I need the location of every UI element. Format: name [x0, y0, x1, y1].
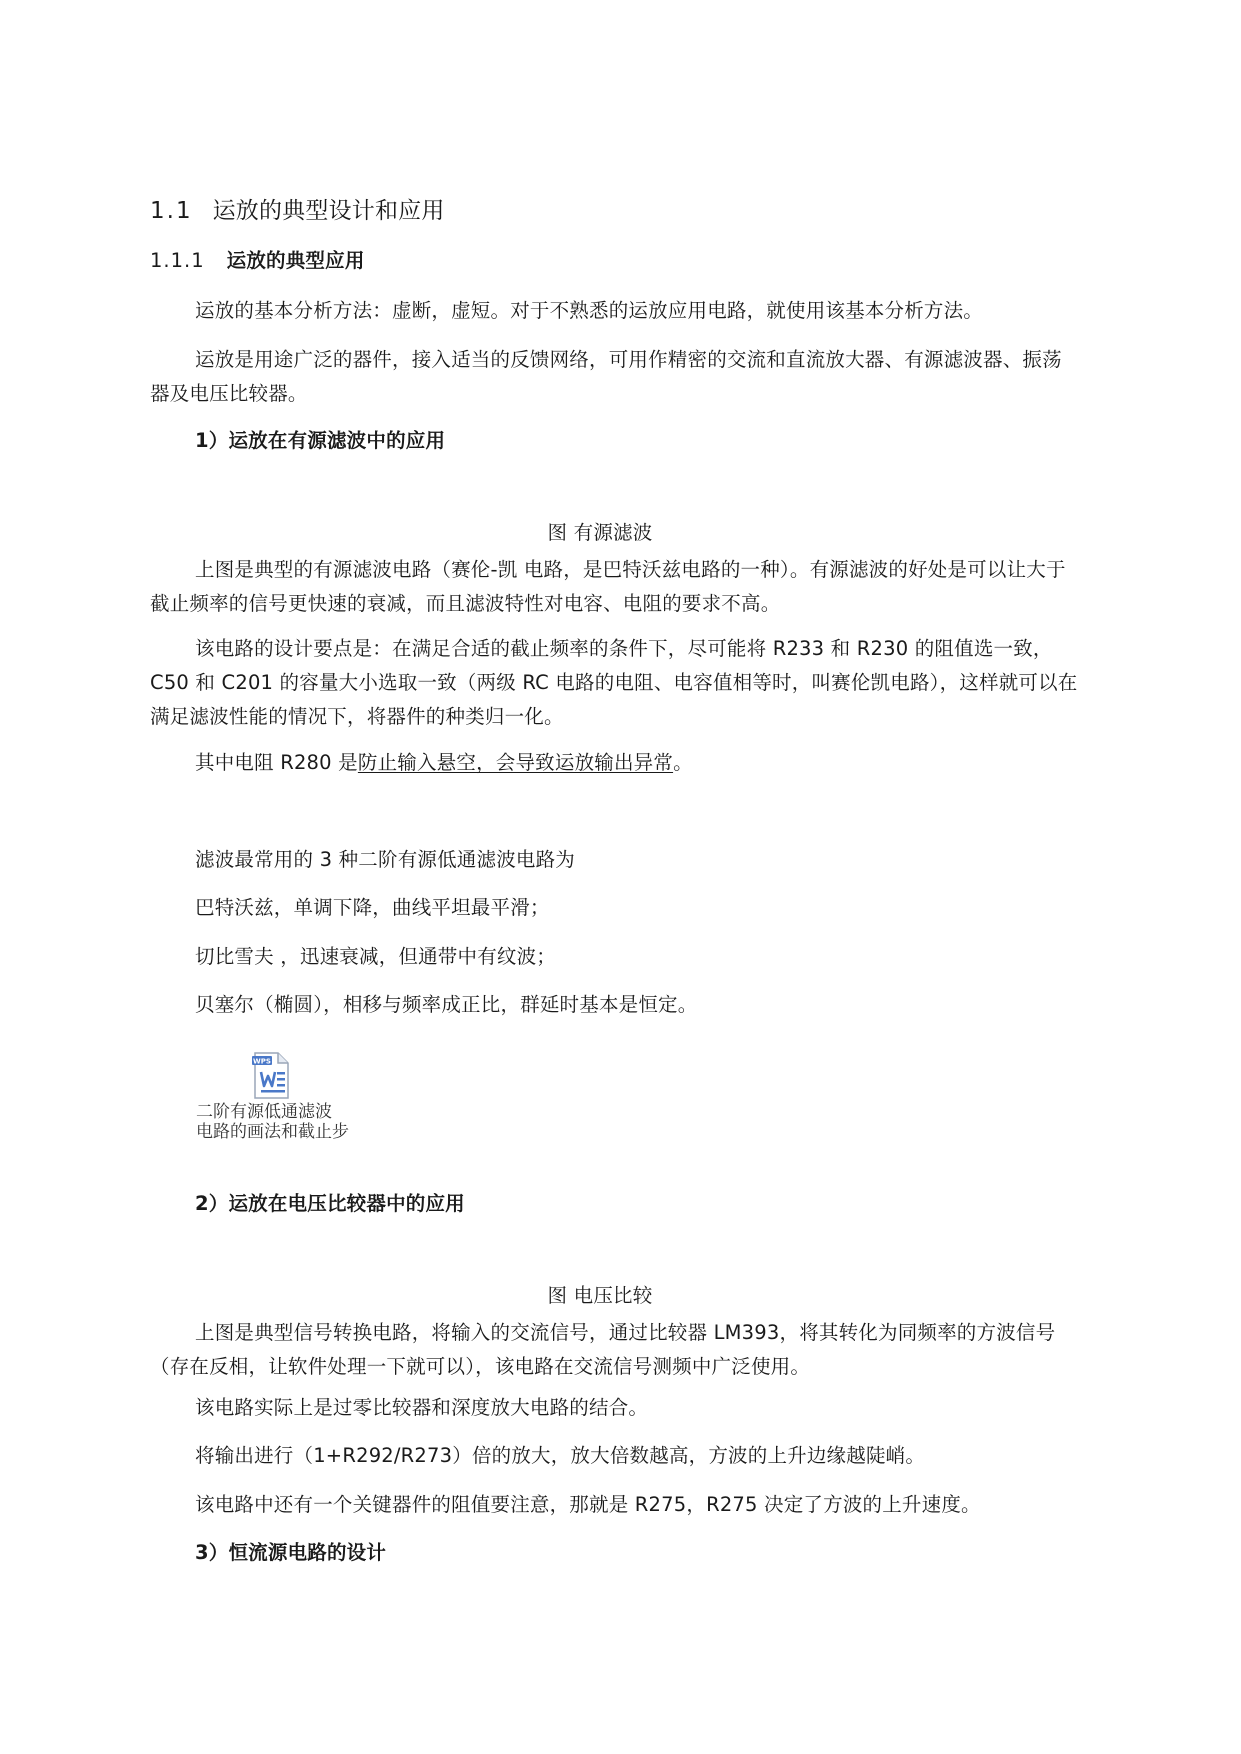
- attachment-caption-line-1: 二阶有源低通滤波: [196, 1102, 332, 1122]
- section-1-paragraph-2: 该电路的设计要点是：在满足合适的截止频率的条件下，尽可能将 R233 和 R230 的阻值选一致，C50 和 C201 的容量大小选取一致（两级 RC 电路的电阻、电容值相等时，叫赛伦凯电路），这样就可以在满足滤波性能的情况下，将器件的种类归一化。: [150, 637, 1078, 728]
- heading-1-number: 1.1: [150, 198, 193, 224]
- section-2-title: 2）运放在电压比较器中的应用: [195, 1192, 465, 1215]
- section-2-paragraph-2: 该电路实际上是过零比较器和深度放大电路的结合。: [195, 1396, 649, 1419]
- section-1-paragraph-3: [195, 752, 693, 774]
- filter-list-item: 切比雪夫 ，迅速衰减，但通带中有纹波；: [195, 945, 556, 968]
- attachment-caption-line-2: 电路的画法和截止步: [196, 1122, 349, 1142]
- section-3-title: 3）恒流源电路的设计: [195, 1541, 387, 1564]
- heading-1-title: 运放的典型设计和应用: [212, 198, 445, 224]
- attachment-caption: [196, 1102, 356, 1142]
- figure-caption-active-filter: 图 有源滤波: [547, 521, 653, 544]
- heading-2-title: 运放的典型应用: [226, 249, 365, 272]
- embedded-document-attachment[interactable]: [196, 1052, 356, 1144]
- wps-document-icon: [251, 1052, 291, 1100]
- paragraph-3-prefix: 其中电阻 R280 是: [195, 751, 358, 774]
- paragraph-3-underlined-text: 防止输入悬空，会导致运放输出异常: [357, 751, 674, 774]
- heading-2-number: 1.1.1: [150, 249, 205, 272]
- filter-list-intro: 滤波最常用的 3 种二阶有源低通滤波电路为: [195, 848, 576, 871]
- section-2-paragraph-4: 该电路中还有一个关键器件的阻值要注意，那就是 R275，R275 决定了方波的上升速度。: [195, 1493, 981, 1516]
- paragraph-3-suffix: 。: [673, 751, 693, 774]
- section-1-paragraph-1: 上图是典型的有源滤波电路（赛伦-凯 电路，是巴特沃兹电路的一种）。有源滤波的好处是可以让大于截止频率的信号更快速的衰减，而且滤波特性对电容、电阻的要求不高。: [150, 558, 1066, 615]
- figure-caption-voltage-comparator: 图 电压比较: [547, 1284, 653, 1307]
- intro-paragraph-2: 运放是用途广泛的器件，接入适当的反馈网络，可用作精密的交流和直流放大器、有源滤波器、振荡器及电压比较器。: [150, 348, 1062, 405]
- section-2-paragraph-3: 将输出进行（1+R292/R273）倍的放大，放大倍数越高，方波的上升边缘越陡峭。: [195, 1444, 926, 1467]
- section-2-paragraph-1: 上图是典型信号转换电路，将输入的交流信号，通过比较器 LM393，将其转化为同频率的方波信号（存在反相，让软件处理一下就可以），该电路在交流信号测频中广泛使用。: [150, 1321, 1056, 1378]
- heading-1: [150, 198, 445, 224]
- svg-text:WPS: WPS: [253, 1057, 271, 1066]
- heading-2: [150, 250, 365, 272]
- intro-paragraph-1: 运放的基本分析方法：虚断，虚短。对于不熟悉的运放应用电路，就使用该基本分析方法。: [195, 299, 984, 322]
- filter-list-item: 贝塞尔（椭圆），相移与频率成正比，群延时基本是恒定。: [195, 993, 698, 1016]
- filter-list-item: 巴特沃兹，单调下降，曲线平坦最平滑；: [195, 896, 550, 919]
- section-1-title: 1）运放在有源滤波中的应用: [195, 429, 446, 452]
